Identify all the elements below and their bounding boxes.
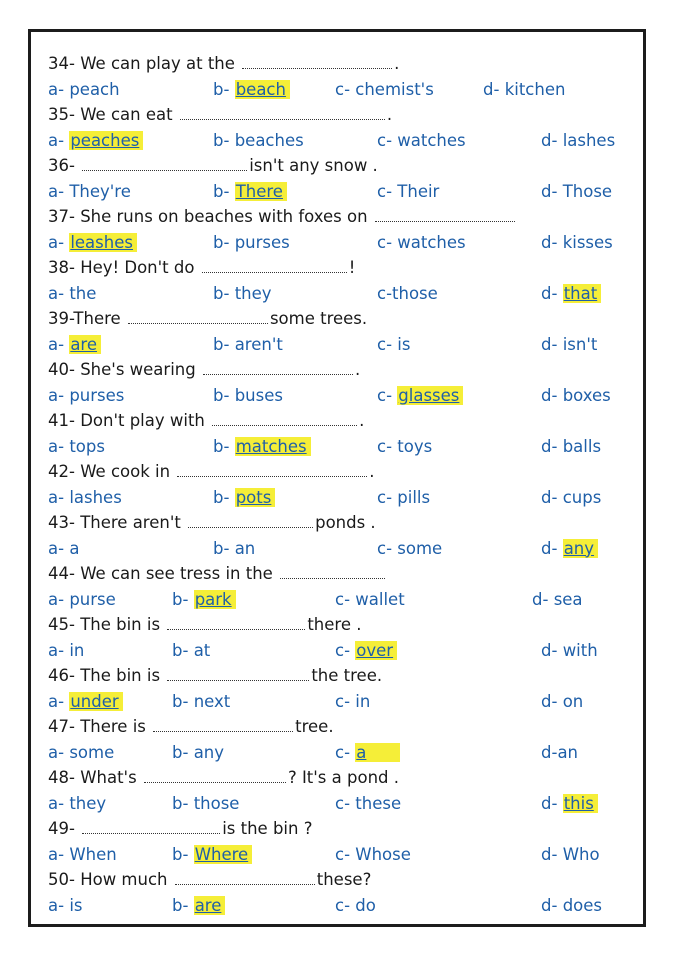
option-letter: b- (172, 589, 194, 609)
answer-blank (203, 360, 353, 375)
question-segment: 43- There aren't (48, 513, 187, 532)
option-letter: c- (335, 589, 356, 609)
option-word: at (193, 640, 211, 660)
answer-option (213, 179, 287, 204)
answer-blank (202, 258, 347, 273)
question-text (48, 102, 638, 128)
option-letter: a- (48, 436, 70, 456)
option-letter: d- (541, 130, 563, 150)
options-row (48, 230, 638, 256)
option-letter: c- (377, 487, 398, 507)
options-row (48, 740, 638, 766)
option-word: chemist's (355, 79, 434, 99)
answer-option (48, 689, 123, 714)
option-letter: b- (213, 385, 235, 405)
option-word: they (69, 793, 107, 813)
answer-option (483, 77, 565, 102)
option-letter: d- (541, 538, 563, 558)
answer-option (541, 281, 601, 306)
highlighted-answer: over (355, 641, 397, 660)
option-word: wallet (355, 589, 405, 609)
option-word: on (562, 691, 584, 711)
question-segment: 48- What's (48, 768, 142, 787)
option-word: sea (553, 589, 583, 609)
answer-option (532, 587, 583, 612)
option-word: they (234, 283, 272, 303)
answer-option (541, 179, 612, 204)
option-word: They're (69, 181, 131, 201)
answer-option (377, 230, 466, 255)
question-text (48, 714, 638, 740)
option-letter: c- (335, 640, 356, 660)
option-word: Whose (355, 844, 411, 864)
answer-option (377, 434, 432, 459)
highlighted-answer: are (69, 335, 101, 354)
highlighted-answer: There (235, 182, 287, 201)
answer-option (172, 638, 210, 663)
options-row (48, 536, 638, 562)
option-letter: b- (213, 79, 235, 99)
option-letter: d- (541, 793, 563, 813)
option-letter: d- (541, 436, 563, 456)
question-segment: ! (348, 258, 356, 277)
answer-option (48, 77, 120, 102)
option-letter: c- (335, 895, 356, 915)
answer-option (377, 128, 466, 153)
option-letter: b- (213, 130, 235, 150)
question-segment: 34- We can play at the (48, 54, 241, 73)
option-letter: a- (48, 79, 70, 99)
option-letter: b- (213, 538, 235, 558)
answer-option (335, 587, 405, 612)
option-letter: b- (172, 793, 194, 813)
question-segment: . (354, 360, 361, 379)
question-text (48, 459, 638, 485)
option-word: an (234, 538, 256, 558)
option-letter: b- (172, 640, 194, 660)
answer-option (335, 791, 401, 816)
highlighted-answer: peaches (69, 131, 143, 150)
options-row (48, 485, 638, 511)
option-word: some (69, 742, 115, 762)
option-word: in (355, 691, 371, 711)
option-letter: d- (541, 283, 563, 303)
highlighted-answer: Where (194, 845, 253, 864)
option-word: cups (562, 487, 602, 507)
option-letter: c- (335, 742, 356, 762)
option-letter: d- (541, 487, 563, 507)
answer-option (541, 638, 598, 663)
option-letter: a- (48, 232, 70, 252)
option-word: kisses (562, 232, 613, 252)
option-word: is (69, 895, 83, 915)
question-segment: 44- We can see tress in the (48, 564, 279, 583)
option-word: an (557, 742, 579, 762)
option-letter: c- (377, 334, 398, 354)
options-row (48, 128, 638, 154)
question-text (48, 561, 638, 587)
answer-option (541, 689, 583, 714)
options-row (48, 434, 638, 460)
answer-option (172, 689, 230, 714)
options-row (48, 281, 638, 307)
option-letter: a- (48, 181, 70, 201)
option-letter: b- (213, 487, 235, 507)
answer-option (48, 893, 83, 918)
answer-option (377, 383, 463, 408)
answer-option (213, 383, 283, 408)
answer-blank (188, 513, 313, 528)
question-text (48, 816, 638, 842)
question-segment: 42- We cook in (48, 462, 176, 481)
question-segment: 39-There (48, 309, 126, 328)
option-word: do (355, 895, 376, 915)
question-segment: some trees. (269, 309, 368, 328)
option-letter: a- (48, 742, 70, 762)
answer-option (48, 281, 96, 306)
question-segment: ? It's a pond . (287, 768, 399, 787)
highlighted-answer: this (563, 794, 598, 813)
option-letter: b- (213, 283, 235, 303)
option-letter: d- (541, 232, 563, 252)
option-letter: c- (335, 844, 356, 864)
answer-blank (167, 666, 309, 681)
option-letter: d- (541, 640, 563, 660)
question-segment: 46- The bin is (48, 666, 166, 685)
answer-option (335, 740, 400, 765)
option-word: pills (397, 487, 431, 507)
answer-option (335, 77, 434, 102)
options-row (48, 689, 638, 715)
option-letter: d- (541, 181, 563, 201)
option-word: aren't (234, 334, 283, 354)
answer-option (48, 434, 105, 459)
answer-option (541, 536, 598, 561)
question-text (48, 612, 638, 638)
question-segment: there . (307, 615, 362, 634)
option-letter: d- (541, 385, 563, 405)
answer-blank (375, 207, 515, 222)
answer-option (172, 842, 252, 867)
option-word: Their (397, 181, 440, 201)
answer-option (213, 485, 275, 510)
question-segment: 36- (48, 156, 81, 175)
answer-blank (153, 717, 293, 732)
question-segment: . (394, 54, 400, 73)
answer-option (213, 536, 255, 561)
question-text (48, 153, 638, 179)
question-text (48, 765, 638, 791)
highlighted-answer: pots (235, 488, 276, 507)
answer-option (213, 128, 304, 153)
options-row (48, 383, 638, 409)
option-letter: c- (377, 538, 398, 558)
question-text (48, 51, 638, 77)
option-letter: a- (48, 589, 70, 609)
highlighted-answer: a (355, 743, 400, 762)
option-word: any (193, 742, 225, 762)
option-word: those (392, 283, 438, 303)
answer-option (172, 893, 225, 918)
highlighted-answer: are (194, 896, 226, 915)
option-word: Who (562, 844, 600, 864)
question-text (48, 357, 638, 383)
option-word: peach (69, 79, 120, 99)
option-word: purses (69, 385, 125, 405)
option-letter: d- (532, 589, 554, 609)
option-letter: c- (377, 283, 393, 303)
option-letter: c- (335, 793, 356, 813)
option-letter: b- (172, 844, 194, 864)
answer-option (541, 485, 601, 510)
answer-option (377, 179, 439, 204)
option-letter: b- (213, 232, 235, 252)
option-letter: b- (213, 334, 235, 354)
option-word: kitchen (504, 79, 566, 99)
option-word: watches (397, 232, 466, 252)
option-letter: d- (541, 691, 563, 711)
answer-option (172, 587, 236, 612)
option-letter: c- (335, 691, 356, 711)
answer-blank (280, 564, 385, 579)
answer-option (172, 791, 239, 816)
answer-option (541, 332, 597, 357)
answer-option (541, 842, 600, 867)
option-word: in (69, 640, 85, 660)
option-letter: a- (48, 793, 70, 813)
question-text (48, 408, 638, 434)
option-word: isn't (562, 334, 598, 354)
question-list (48, 51, 638, 918)
answer-blank (175, 870, 315, 885)
question-text (48, 510, 638, 536)
option-letter: c- (335, 79, 356, 99)
option-letter: a- (48, 487, 70, 507)
option-word: next (193, 691, 231, 711)
option-word: beaches (234, 130, 304, 150)
option-word: buses (234, 385, 283, 405)
option-letter: d- (541, 742, 558, 762)
options-row (48, 587, 638, 613)
answer-blank (82, 156, 247, 171)
answer-blank (144, 768, 286, 783)
question-segment: 37- She runs on beaches with foxes on (48, 207, 373, 226)
answer-option (213, 332, 283, 357)
option-letter: c- (377, 232, 398, 252)
option-word: does (562, 895, 603, 915)
option-word: purses (234, 232, 290, 252)
answer-blank (180, 105, 385, 120)
answer-option (213, 434, 311, 459)
question-segment: 49- (48, 819, 81, 838)
answer-option (377, 332, 410, 357)
highlighted-answer: that (563, 284, 602, 303)
highlighted-answer: under (69, 692, 122, 711)
answer-option (48, 638, 84, 663)
option-word: these (355, 793, 402, 813)
option-letter: a- (48, 385, 70, 405)
option-letter: c- (377, 385, 398, 405)
option-word: boxes (562, 385, 611, 405)
option-word: a (69, 538, 80, 558)
option-letter: d- (483, 79, 505, 99)
answer-blank (212, 411, 357, 426)
option-letter: d- (541, 895, 563, 915)
option-letter: b- (172, 895, 194, 915)
highlighted-answer: matches (235, 437, 311, 456)
option-letter: a- (48, 844, 70, 864)
option-letter: a- (48, 130, 70, 150)
option-letter: a- (48, 283, 70, 303)
answer-option (541, 791, 598, 816)
option-letter: c- (377, 436, 398, 456)
option-letter: c- (377, 130, 398, 150)
option-letter: b- (172, 742, 194, 762)
answer-option (213, 281, 272, 306)
option-word: lashes (562, 130, 616, 150)
question-segment: is the bin ? (222, 819, 313, 838)
option-word: When (69, 844, 117, 864)
highlighted-answer: park (194, 590, 236, 609)
option-word: Those (562, 181, 613, 201)
highlighted-answer: beach (235, 80, 290, 99)
answer-option (213, 77, 290, 102)
answer-option (48, 128, 143, 153)
question-segment: isn't any snow . (249, 156, 378, 175)
highlighted-answer: glasses (397, 386, 463, 405)
option-word: tops (69, 436, 105, 456)
question-text (48, 255, 638, 281)
option-letter: b- (213, 436, 235, 456)
option-letter: a- (48, 691, 70, 711)
options-row (48, 638, 638, 664)
question-segment: 45- The bin is (48, 615, 166, 634)
question-segment: 50- How much (48, 870, 173, 889)
question-text (48, 663, 638, 689)
question-segment: 41- Don't play with (48, 411, 211, 430)
answer-option (48, 842, 117, 867)
option-letter: a- (48, 334, 70, 354)
answer-option (541, 230, 613, 255)
question-segment: 47- There is (48, 717, 152, 736)
option-word: is (397, 334, 411, 354)
answer-option (48, 536, 79, 561)
question-segment: ponds . (315, 513, 376, 532)
question-segment: tree. (295, 717, 334, 736)
option-letter: b- (213, 181, 235, 201)
answer-option (541, 128, 615, 153)
option-letter: a- (48, 640, 70, 660)
options-row (48, 77, 638, 103)
answer-option (48, 383, 124, 408)
option-word: those (193, 793, 240, 813)
option-letter: a- (48, 895, 70, 915)
answer-option (541, 893, 602, 918)
option-letter: c- (377, 181, 398, 201)
option-word: toys (397, 436, 433, 456)
answer-option (335, 689, 370, 714)
option-word: with (562, 640, 598, 660)
option-word: purse (69, 589, 116, 609)
options-row (48, 842, 638, 868)
option-letter: b- (172, 691, 194, 711)
option-letter: d- (541, 844, 563, 864)
options-row (48, 332, 638, 358)
answer-option (541, 434, 601, 459)
option-letter: a- (48, 538, 70, 558)
answer-option (377, 281, 438, 306)
options-row (48, 791, 638, 817)
question-segment: . (359, 411, 365, 430)
question-text (48, 204, 638, 230)
answer-option (335, 893, 376, 918)
option-word: balls (562, 436, 602, 456)
answer-option (48, 587, 116, 612)
answer-option (541, 740, 578, 765)
highlighted-answer: any (563, 539, 598, 558)
answer-blank (82, 819, 220, 834)
answer-option (213, 230, 290, 255)
answer-option (48, 332, 101, 357)
options-row (48, 179, 638, 205)
option-word: some (397, 538, 443, 558)
answer-blank (128, 309, 268, 324)
question-segment: . (386, 105, 393, 124)
answer-option (48, 740, 114, 765)
answer-option (335, 842, 411, 867)
answer-option (48, 485, 122, 510)
answer-option (377, 536, 442, 561)
option-word: the (69, 283, 97, 303)
answer-option (48, 230, 137, 255)
answer-option (335, 638, 397, 663)
answer-option (377, 485, 430, 510)
answer-blank (177, 462, 367, 477)
answer-option (172, 740, 224, 765)
highlighted-answer: leashes (69, 233, 137, 252)
question-segment: . (369, 462, 375, 481)
option-word: watches (397, 130, 466, 150)
question-segment: these? (316, 870, 372, 889)
question-text (48, 306, 638, 332)
options-row (48, 893, 638, 919)
option-letter: d- (541, 334, 563, 354)
answer-option (48, 179, 131, 204)
answer-blank (167, 615, 305, 630)
question-segment: 38- Hey! Don't do (48, 258, 200, 277)
question-segment: 40- She's wearing (48, 360, 201, 379)
option-word: lashes (69, 487, 122, 507)
answer-option (541, 383, 611, 408)
question-segment: 35- We can eat (48, 105, 178, 124)
question-segment: the tree. (311, 666, 383, 685)
question-text (48, 867, 638, 893)
answer-blank (242, 54, 392, 69)
answer-option (48, 791, 106, 816)
